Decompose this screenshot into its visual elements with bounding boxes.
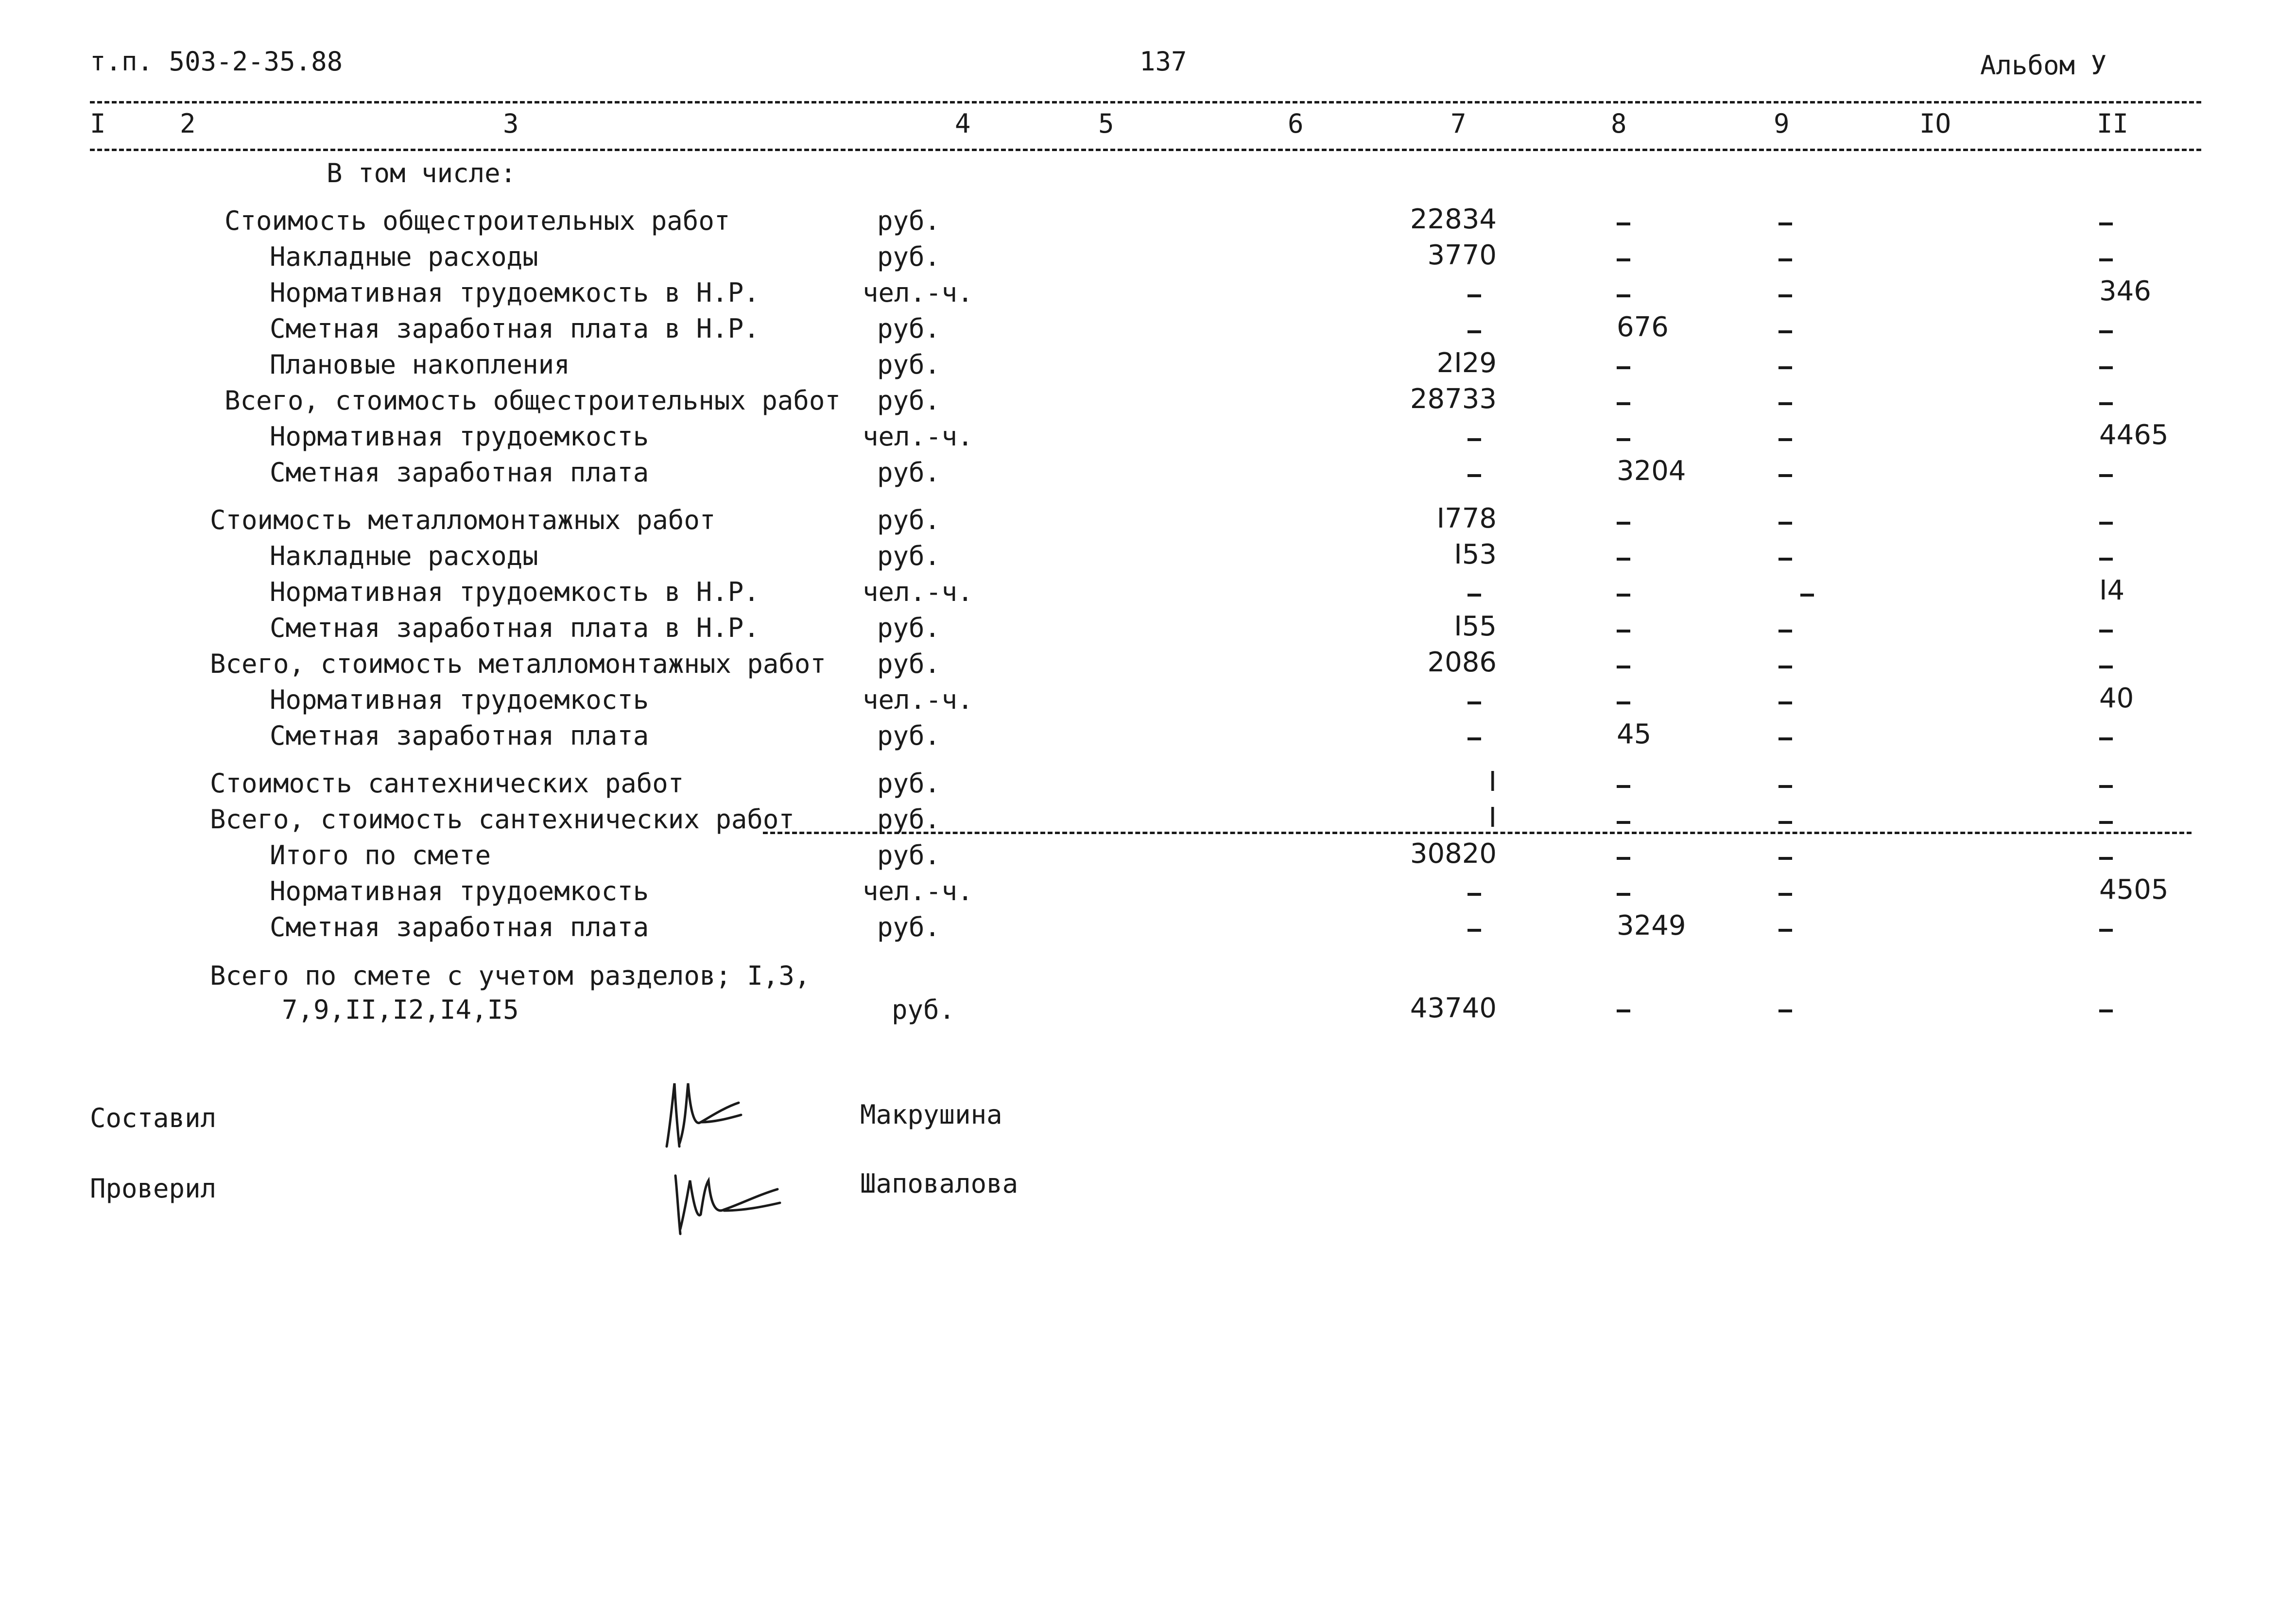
col8-value-dash (1617, 821, 1630, 824)
col7-value-dash (1467, 438, 1481, 441)
col11-value-dash (2099, 474, 2113, 477)
doc-code: т.п. 503-2-35.88 (90, 46, 343, 77)
row-unit: руб. (877, 804, 941, 835)
row-unit: чел.-ч. (863, 421, 973, 452)
row-unit: чел.-ч. (863, 876, 973, 906)
row-label: Всего, стоимость металломонтажных работ (210, 649, 826, 679)
column-number: 6 (1288, 108, 1304, 139)
column-number: 7 (1450, 108, 1467, 139)
col9-value-dash (1778, 558, 1792, 561)
col7-value-dash (1467, 701, 1481, 704)
compiled-label: Составил (90, 1103, 217, 1133)
checked-label: Проверил (90, 1173, 217, 1204)
col9-value-dash (1778, 366, 1792, 369)
col8-value-dash (1617, 558, 1630, 561)
col9-value-dash (1778, 785, 1792, 788)
row-unit: чел.-ч. (863, 277, 973, 308)
row-label: Сметная заработная плата (270, 457, 649, 488)
row-label: Сметная заработная плата (270, 720, 649, 751)
row-unit: руб. (877, 241, 941, 272)
sanitary-total-rule (763, 832, 2192, 834)
col8-value-dash (1617, 402, 1630, 405)
row-label: Накладные расходы (270, 241, 538, 272)
row-unit: руб. (877, 541, 941, 571)
col11-value-dash (2099, 258, 2113, 261)
col9-value-dash (1800, 594, 1814, 597)
row-unit: руб. (877, 205, 941, 236)
grand-total-col8-dash (1617, 1009, 1630, 1012)
col7-value: I55 (1454, 611, 1497, 642)
row-label: Нормативная трудоемкость в Н.Р. (270, 277, 760, 308)
row-label: Сметная заработная плата в Н.Р. (270, 313, 760, 344)
row-unit: руб. (877, 840, 941, 871)
column-number: IO (1919, 108, 1951, 139)
row-label: Нормативная трудоемкость (270, 876, 649, 906)
col8-value-dash (1617, 294, 1630, 297)
col8-value-dash (1617, 666, 1630, 668)
col8-value-dash (1617, 522, 1630, 525)
row-unit: руб. (877, 613, 941, 643)
column-number: II (2097, 108, 2129, 139)
checked-name: Шаповалова (860, 1168, 1019, 1199)
col9-value-dash (1778, 630, 1792, 633)
col9-value-dash (1778, 258, 1792, 261)
grand-total-col7: 43740 (1410, 992, 1497, 1024)
col11-value-dash (2099, 522, 2113, 525)
compiled-name: Макрушина (860, 1099, 1002, 1130)
row-unit: руб. (877, 457, 941, 488)
col11-value-dash (2099, 402, 2113, 405)
col8-value-dash (1617, 701, 1630, 704)
col8-value-dash (1617, 594, 1630, 597)
column-number: 5 (1098, 108, 1114, 139)
col11-value: I4 (2099, 575, 2125, 606)
col7-value: 28733 (1410, 383, 1497, 415)
section-intro: В том числе: (327, 158, 517, 188)
col11-value-dash (2099, 785, 2113, 788)
col7-value-dash (1467, 929, 1481, 932)
row-unit: чел.-ч. (863, 684, 973, 715)
column-number: 2 (180, 108, 196, 139)
col11-value-dash (2099, 222, 2113, 225)
col7-value-dash (1467, 594, 1481, 597)
col11-value-dash (2099, 630, 2113, 633)
col8-value-dash (1617, 222, 1630, 225)
col8-value: 3204 (1617, 455, 1686, 487)
col9-value-dash (1778, 893, 1792, 896)
col11-value-dash (2099, 558, 2113, 561)
row-label: Всего, стоимость общестроительных работ (224, 385, 841, 416)
row-label: Сметная заработная плата (270, 912, 649, 942)
header-top-rule (90, 101, 2201, 103)
col7-value: I (1488, 766, 1497, 798)
col8-value-dash (1617, 630, 1630, 633)
row-unit: руб. (877, 720, 941, 751)
row-label: Нормативная трудоемкость в Н.Р. (270, 577, 760, 607)
col9-value-dash (1778, 330, 1792, 333)
column-number: I (90, 108, 106, 139)
col7-value: 2I29 (1436, 347, 1497, 379)
row-label: Итого по смете (270, 840, 491, 871)
col9-value-dash (1778, 929, 1792, 932)
col7-value-dash (1467, 294, 1481, 297)
col9-value-dash (1778, 821, 1792, 824)
col9-value-dash (1778, 438, 1792, 441)
grand-total-unit: руб. (892, 994, 955, 1025)
col11-value: 4465 (2099, 419, 2169, 451)
col9-value-dash (1778, 737, 1792, 740)
col9-value-dash (1778, 294, 1792, 297)
col9-value-dash (1778, 857, 1792, 860)
col8-value: 676 (1617, 311, 1669, 343)
col8-value-dash (1617, 366, 1630, 369)
row-unit: руб. (877, 768, 941, 799)
row-label: Накладные расходы (270, 541, 538, 571)
column-number: 8 (1611, 108, 1627, 139)
row-label: Стоимость общестроительных работ (224, 205, 730, 236)
col11-value-dash (2099, 666, 2113, 668)
grand-total-col9-dash (1778, 1009, 1792, 1012)
col9-value-dash (1778, 222, 1792, 225)
row-label: Плановые накопления (270, 349, 570, 380)
col11-value-dash (2099, 737, 2113, 740)
header-bottom-rule (90, 149, 2201, 151)
col11-value-dash (2099, 857, 2113, 860)
col11-value-dash (2099, 821, 2113, 824)
row-unit: руб. (877, 349, 941, 380)
column-number: 4 (955, 108, 971, 139)
col11-value-dash (2099, 330, 2113, 333)
page-number: 137 (1139, 46, 1187, 77)
row-label: Всего, стоимость сантехнических работ (210, 804, 794, 835)
col7-value: 30820 (1410, 838, 1497, 870)
col8-value-dash (1617, 857, 1630, 860)
col7-value: I53 (1454, 539, 1497, 570)
col7-value-dash (1467, 893, 1481, 896)
checked-signature (666, 1166, 787, 1244)
col8-value-dash (1617, 893, 1630, 896)
row-unit: чел.-ч. (863, 577, 973, 607)
col8-value: 3249 (1617, 910, 1686, 941)
col11-value: 40 (2099, 683, 2134, 714)
row-label: Стоимость металломонтажных работ (210, 505, 716, 535)
col11-value-dash (2099, 366, 2113, 369)
column-number: 3 (503, 108, 519, 139)
row-label: Сметная заработная плата в Н.Р. (270, 613, 760, 643)
col8-value-dash (1617, 785, 1630, 788)
col7-value: I (1488, 802, 1497, 834)
col11-value: 346 (2099, 275, 2151, 307)
col8-value-dash (1617, 438, 1630, 441)
col9-value-dash (1778, 474, 1792, 477)
grand-total-col11-dash (2099, 1009, 2113, 1012)
col7-value: 3770 (1427, 239, 1497, 271)
col9-value-dash (1778, 402, 1792, 405)
grand-total-label-line1: Всего по смете с учетом разделов; I,3, (210, 960, 811, 991)
row-label: Нормативная трудоемкость (270, 421, 649, 452)
row-unit: руб. (877, 385, 941, 416)
row-unit: руб. (877, 912, 941, 942)
col11-value: 4505 (2099, 874, 2169, 906)
column-number: 9 (1774, 108, 1790, 139)
col8-value: 45 (1617, 718, 1652, 750)
row-unit: руб. (877, 313, 941, 344)
row-unit: руб. (877, 505, 941, 535)
col9-value-dash (1778, 666, 1792, 668)
grand-total-label-line2: 7,9,II,I2,I4,I5 (282, 994, 519, 1025)
col7-value: 22834 (1410, 204, 1497, 235)
compiled-signature (656, 1074, 748, 1156)
col7-value-dash (1467, 330, 1481, 333)
col8-value-dash (1617, 258, 1630, 261)
col9-value-dash (1778, 701, 1792, 704)
col11-value-dash (2099, 929, 2113, 932)
row-label: Стоимость сантехнических работ (210, 768, 684, 799)
col9-value-dash (1778, 522, 1792, 525)
col7-value-dash (1467, 737, 1481, 740)
album-label: Альбом У (1980, 50, 2107, 81)
row-label: Нормативная трудоемкость (270, 684, 649, 715)
col7-value: 2086 (1427, 647, 1497, 678)
col7-value: I778 (1436, 503, 1497, 534)
row-unit: руб. (877, 649, 941, 679)
col7-value-dash (1467, 474, 1481, 477)
